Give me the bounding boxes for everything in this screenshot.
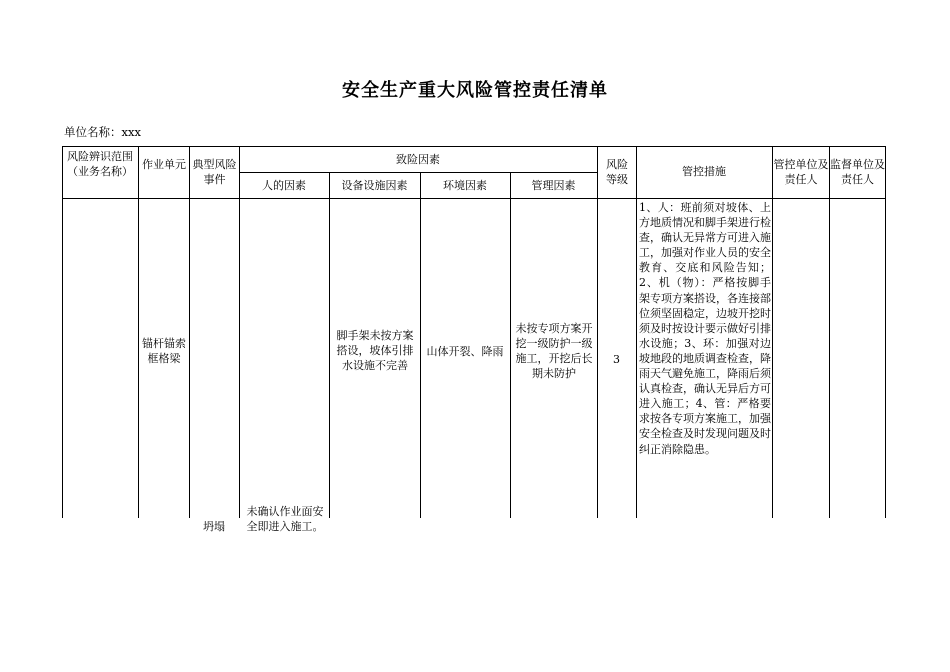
cell-risk-level: 3 xyxy=(613,353,620,366)
col-divider xyxy=(772,146,773,518)
page-title: 安全生产重大风险管控责任清单 xyxy=(342,80,608,101)
table-top-border xyxy=(62,146,885,147)
col-divider xyxy=(329,172,330,518)
cell-work-unit: 锚杆锚索框格梁 xyxy=(142,337,186,365)
factor-header-divider xyxy=(239,172,597,173)
header-equipment-factor: 设备设施因素 xyxy=(341,179,408,192)
header-risk-factors: 致险因素 xyxy=(396,153,440,166)
col-divider xyxy=(597,146,598,518)
table-left-border xyxy=(62,146,63,518)
col-divider xyxy=(189,146,190,518)
header-risk-scope: 风险辨识范围 （业务名称） xyxy=(67,150,133,178)
table-right-border xyxy=(885,146,886,518)
unit-name-label: 单位名称：xxx xyxy=(64,125,141,139)
header-control-unit: 管控单位及责任人 xyxy=(773,158,829,186)
header-typical-event: 典型风险事件 xyxy=(192,158,237,186)
header-supervise-unit: 监督单位及责任人 xyxy=(830,158,885,186)
cell-environment-factor: 山体开裂、降雨 xyxy=(426,345,504,358)
header-control-measures: 管控措施 xyxy=(682,165,726,178)
header-risk-level: 风险等级 xyxy=(606,158,628,186)
header-management-factor: 管理因素 xyxy=(531,179,576,192)
cell-control-measures: 1、人：班前须对坡体、上方地质情况和脚手架进行检查，确认无异常方可进入施工，加强对作业人员的安全教育、交底和风险告知；2、机（物）：严格按脚手架专项方案搭设，各连接部位须坚固稳定，边坡开挖时须及时按设计要示做好引排水设施；3、环：加强对边坡地段的地质调查检查，降雨天气避免施工，降雨后须认真检查，确认无异后方可进入施工；4、管：严格要求按各专项方案施工，加强安全检查及时发现问题及时纠正消除隐患。 xyxy=(639,201,771,456)
col-divider xyxy=(829,146,830,518)
header-environment-factor: 环境因素 xyxy=(443,179,487,192)
col-divider xyxy=(510,172,511,518)
col-divider xyxy=(239,146,240,518)
header-human-factor: 人的因素 xyxy=(262,179,306,192)
cell-typical-event: 坍塌 xyxy=(203,520,225,533)
col-divider xyxy=(636,146,637,518)
col-divider xyxy=(420,172,421,518)
col-divider xyxy=(138,146,139,518)
header-bottom-border xyxy=(62,198,885,199)
cell-human-factor: 未确认作业面安全即进入施工。 xyxy=(246,505,324,533)
cell-equipment-factor: 脚手架未按方案搭设，坡体引排水设施不完善 xyxy=(336,329,414,372)
header-work-unit: 作业单元 xyxy=(142,158,186,171)
cell-management-factor: 未按专项方案开挖一级防护一级施工，开挖后长期未防护 xyxy=(515,322,593,380)
